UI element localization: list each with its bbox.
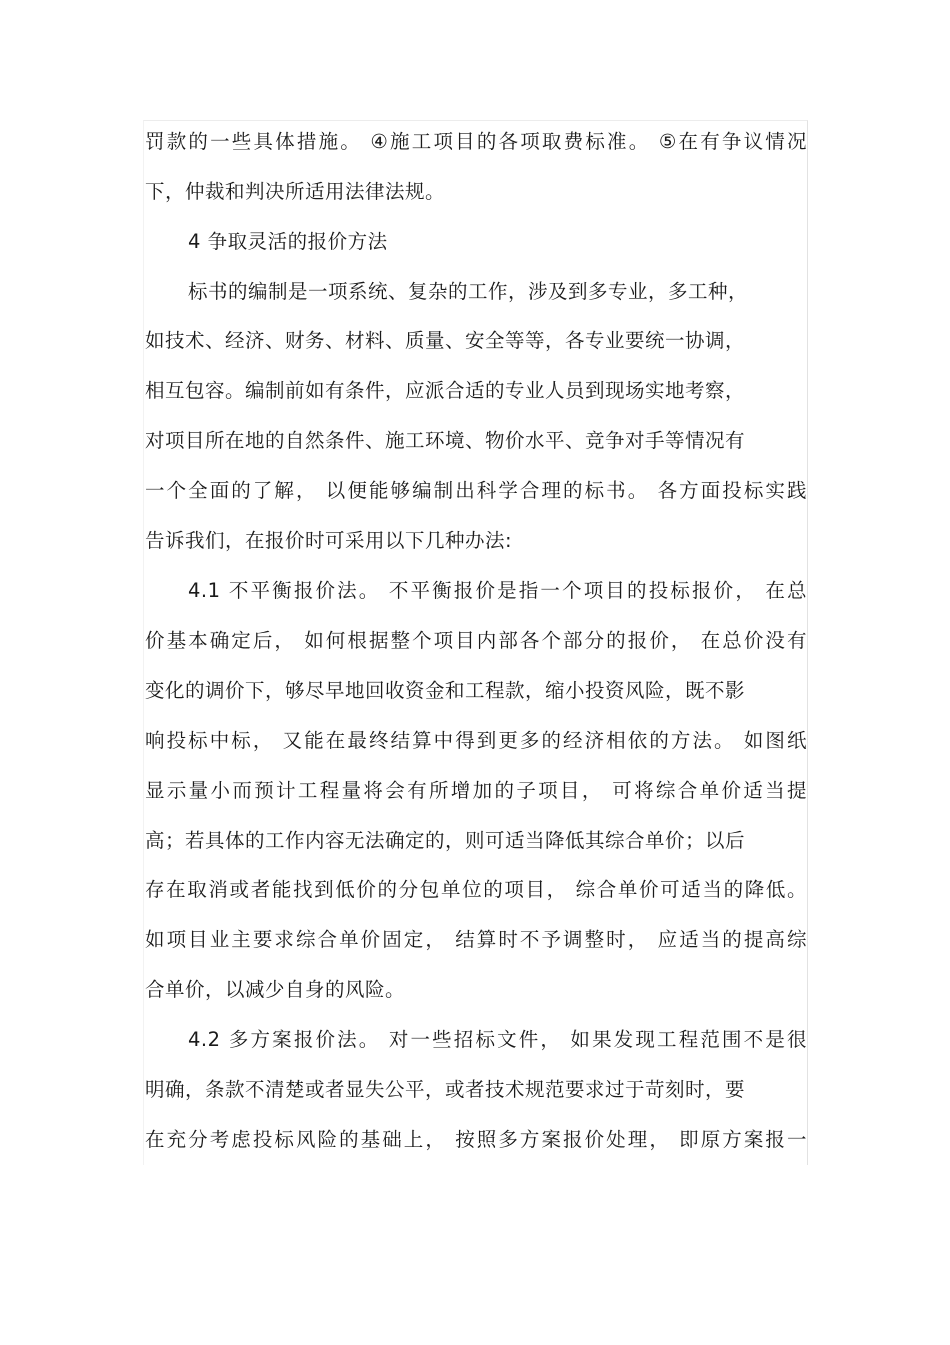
text-line: 一个全面的了解， 以便能够编制出科学合理的标书。 各方面投标实践: [145, 479, 807, 502]
text-line: 明确，条款不清楚或者显失公平，或者技术规范要求过于苛刻时，要: [145, 1078, 746, 1101]
text-line: 显示量小而预计工程量将会有所增加的子项目， 可将综合单价适当提: [145, 779, 807, 802]
text-line: 罚款的一些具体措施。 ④施工项目的各项取费标准。 ⑤在有争议情况: [145, 130, 807, 153]
text-line: 响投标中标， 又能在最终结算中得到更多的经济相依的方法。 如图纸: [145, 729, 807, 752]
text-line: 存在取消或者能找到低价的分包单位的项目， 综合单价可适当的降低。: [145, 878, 807, 901]
subsection-heading: 4.2 多方案报价法。 对一些招标文件， 如果发现工程范围不是很: [188, 1028, 807, 1051]
text-line: 高；若具体的工作内容无法确定的，则可适当降低其综合单价；以后: [145, 829, 746, 852]
text-line: 在充分考虑投标风险的基础上， 按照多方案报价处理， 即原方案报一: [145, 1128, 807, 1151]
text-line: 下，仲裁和判决所适用法律法规。: [145, 180, 446, 203]
text-line: 合单价，以减少自身的风险。: [145, 978, 406, 1001]
text-line: 变化的调价下，够尽早地回收资金和工程款，缩小投资风险，既不影: [145, 679, 746, 702]
text-line: 价基本确定后， 如何根据整个项目内部各个部分的报价， 在总价没有: [145, 629, 807, 652]
text-line: 对项目所在地的自然条件、施工环境、物价水平、竞争对手等情况有: [145, 429, 746, 452]
text-line: 如项目业主要求综合单价固定， 结算时不予调整时， 应适当的提高综: [145, 928, 807, 951]
text-line: 相互包容。编制前如有条件，应派合适的专业人员到现场实地考察，: [145, 379, 746, 402]
text-line: 标书的编制是一项系统、复杂的工作，涉及到多专业，多工种，: [188, 280, 749, 303]
text-line: 如技术、经济、财务、材料、质量、安全等等，各专业要统一协调，: [145, 329, 746, 352]
subsection-heading: 4.1 不平衡报价法。 不平衡报价是指一个项目的投标报价， 在总: [188, 579, 807, 602]
text-line: 告诉我们，在报价时可采用以下几种办法:: [145, 529, 513, 552]
section-heading: 4 争取灵活的报价方法: [188, 230, 388, 253]
